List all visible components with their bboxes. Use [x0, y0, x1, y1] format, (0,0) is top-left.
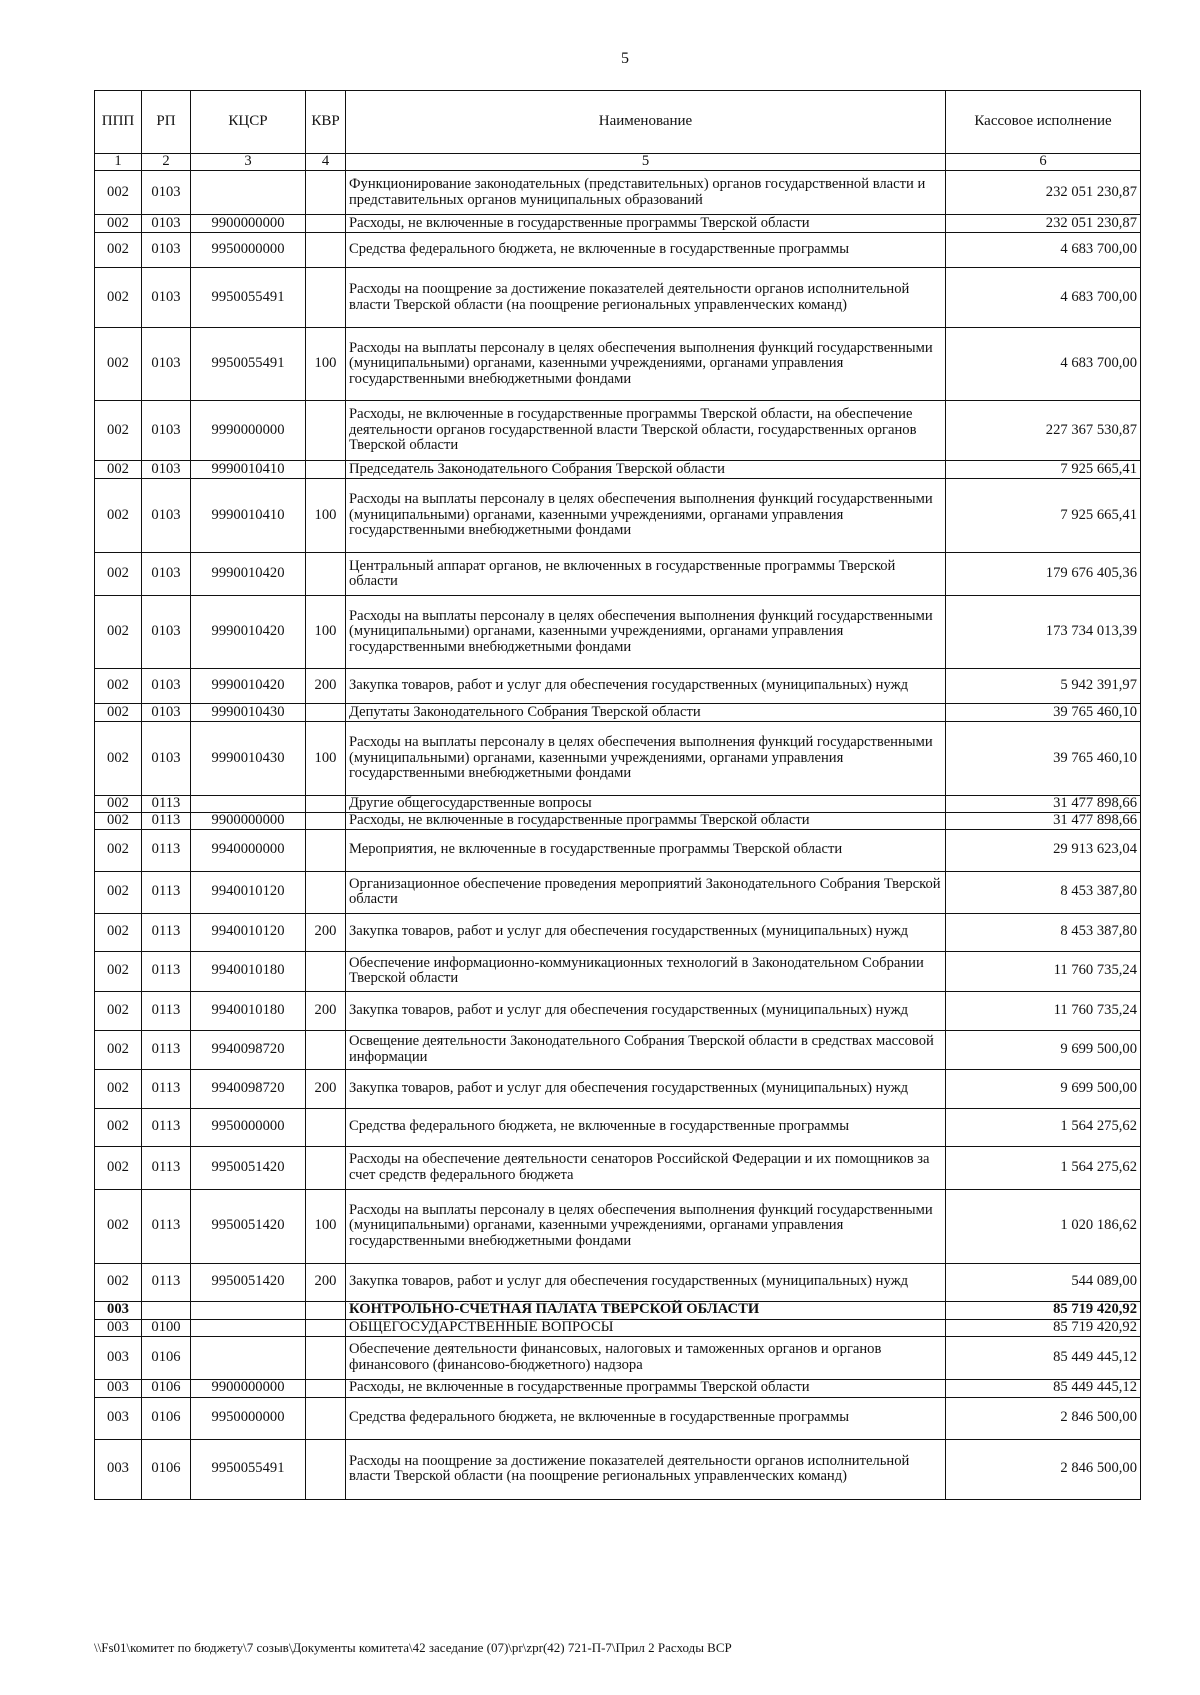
cell-rp: 0113	[142, 1263, 191, 1301]
cell-amount: 39 765 460,10	[946, 704, 1141, 722]
cell-kcsr: 9950055491	[191, 328, 306, 401]
cell-kcsr	[191, 1336, 306, 1379]
cell-kcsr: 9990010430	[191, 722, 306, 796]
cell-amount: 8 453 387,80	[946, 871, 1141, 913]
cell-kcsr	[191, 1301, 306, 1319]
cell-ppp: 003	[95, 1301, 142, 1319]
cell-ppp: 003	[95, 1439, 142, 1499]
cell-amount: 227 367 530,87	[946, 401, 1141, 461]
cell-kvr	[306, 1146, 346, 1189]
table-row	[95, 722, 1141, 796]
table-row	[95, 871, 1141, 913]
cell-amount: 9 699 500,00	[946, 1069, 1141, 1108]
table-row	[95, 1439, 1141, 1499]
cell-ppp: 002	[95, 669, 142, 704]
table-row	[95, 913, 1141, 951]
cell-rp: 0103	[142, 596, 191, 669]
cell-kvr	[306, 1397, 346, 1439]
cell-amount: 39 765 460,10	[946, 722, 1141, 796]
table-row	[95, 401, 1141, 461]
cell-name: Расходы на обеспечение деятельности сенаторов Российской Федерации и их помощников за счет средств федерального бюджета	[346, 1146, 946, 1189]
cell-ppp: 002	[95, 328, 142, 401]
table-row	[95, 1189, 1141, 1263]
cell-kcsr: 9950000000	[191, 1397, 306, 1439]
cell-amount: 11 760 735,24	[946, 991, 1141, 1030]
cell-kvr	[306, 1379, 346, 1397]
cell-kvr: 200	[306, 991, 346, 1030]
cell-name: Закупка товаров, работ и услуг для обеспечения государственных (муниципальных) нужд	[346, 913, 946, 951]
cell-kvr	[306, 401, 346, 461]
cell-kvr	[306, 829, 346, 871]
cell-name: Обеспечение деятельности финансовых, налоговых и таможенных органов и органов финансового (финансово-бюджетного) надзора	[346, 1336, 946, 1379]
cell-amount: 7 925 665,41	[946, 479, 1141, 553]
cell-kcsr: 9990010420	[191, 553, 306, 596]
cell-ppp: 002	[95, 479, 142, 553]
header-name: Наименование	[346, 91, 946, 154]
cell-ppp: 002	[95, 461, 142, 479]
cell-rp: 0113	[142, 829, 191, 871]
table-row	[95, 1301, 1141, 1319]
cell-kvr	[306, 704, 346, 722]
cell-amount: 9 699 500,00	[946, 1030, 1141, 1069]
column-number-row	[95, 154, 1141, 171]
cell-kcsr: 9940010120	[191, 871, 306, 913]
cell-ppp: 002	[95, 596, 142, 669]
table-row	[95, 553, 1141, 596]
cell-amount: 2 846 500,00	[946, 1439, 1141, 1499]
table-row	[95, 1030, 1141, 1069]
cell-amount: 7 925 665,41	[946, 461, 1141, 479]
cell-ppp: 002	[95, 171, 142, 215]
cell-ppp: 002	[95, 268, 142, 328]
table-row	[95, 171, 1141, 215]
cell-amount: 173 734 013,39	[946, 596, 1141, 669]
cell-amount: 232 051 230,87	[946, 215, 1141, 233]
cell-kvr	[306, 215, 346, 233]
table-row	[95, 812, 1141, 829]
cell-name: Расходы на выплаты персоналу в целях обеспечения выполнения функций государственными (муниципальными) органами, казенными учреждениями, органами управления государственными внебюджетными фондами	[346, 1189, 946, 1263]
cell-ppp: 003	[95, 1379, 142, 1397]
cell-rp: 0103	[142, 669, 191, 704]
cell-kcsr: 9940010120	[191, 913, 306, 951]
cell-amount: 31 477 898,66	[946, 812, 1141, 829]
table-row	[95, 461, 1141, 479]
cell-kvr	[306, 812, 346, 829]
cell-kcsr: 9950000000	[191, 1108, 306, 1146]
cell-ppp: 002	[95, 871, 142, 913]
cell-kvr	[306, 871, 346, 913]
header-amount: Кассовое исполнение	[946, 91, 1141, 154]
column-number: 5	[346, 154, 946, 171]
cell-name: Средства федерального бюджета, не включенные в государственные программы	[346, 1397, 946, 1439]
cell-kcsr: 9940098720	[191, 1069, 306, 1108]
cell-rp: 0113	[142, 1030, 191, 1069]
cell-name: Средства федерального бюджета, не включенные в государственные программы	[346, 233, 946, 268]
column-number: 1	[95, 154, 142, 171]
column-number: 3	[191, 154, 306, 171]
cell-kvr: 100	[306, 722, 346, 796]
cell-rp: 0103	[142, 461, 191, 479]
header-ppp: ППП	[95, 91, 142, 154]
cell-kcsr: 9940000000	[191, 829, 306, 871]
cell-name: Закупка товаров, работ и услуг для обеспечения государственных (муниципальных) нужд	[346, 1069, 946, 1108]
cell-rp: 0103	[142, 722, 191, 796]
table-row	[95, 1319, 1141, 1336]
cell-ppp: 002	[95, 722, 142, 796]
cell-kcsr	[191, 796, 306, 813]
cell-amount: 1 564 275,62	[946, 1108, 1141, 1146]
cell-rp: 0100	[142, 1319, 191, 1336]
cell-rp: 0103	[142, 704, 191, 722]
cell-kvr	[306, 796, 346, 813]
cell-amount: 85 449 445,12	[946, 1379, 1141, 1397]
cell-name: Расходы, не включенные в государственные программы Тверской области	[346, 215, 946, 233]
cell-kvr	[306, 171, 346, 215]
cell-kcsr: 9990010420	[191, 669, 306, 704]
cell-amount: 29 913 623,04	[946, 829, 1141, 871]
cell-kcsr: 9900000000	[191, 812, 306, 829]
cell-amount: 1 564 275,62	[946, 1146, 1141, 1189]
cell-kvr	[306, 1439, 346, 1499]
cell-name: Средства федерального бюджета, не включенные в государственные программы	[346, 1108, 946, 1146]
cell-ppp: 003	[95, 1336, 142, 1379]
cell-ppp: 002	[95, 1146, 142, 1189]
column-number: 4	[306, 154, 346, 171]
cell-kcsr: 9990010410	[191, 479, 306, 553]
cell-name: Закупка товаров, работ и услуг для обеспечения государственных (муниципальных) нужд	[346, 669, 946, 704]
cell-rp: 0103	[142, 328, 191, 401]
cell-rp: 0103	[142, 553, 191, 596]
cell-kvr	[306, 1301, 346, 1319]
cell-name: Другие общегосударственные вопросы	[346, 796, 946, 813]
cell-name: Расходы на поощрение за достижение показателей деятельности органов исполнительной власти Тверской области (на поощрение региональных управленческих команд)	[346, 1439, 946, 1499]
table-row	[95, 233, 1141, 268]
cell-kcsr	[191, 1319, 306, 1336]
cell-rp: 0113	[142, 991, 191, 1030]
cell-name: Председатель Законодательного Собрания Тверской области	[346, 461, 946, 479]
cell-kvr	[306, 1336, 346, 1379]
cell-name: Закупка товаров, работ и услуг для обеспечения государственных (муниципальных) нужд	[346, 1263, 946, 1301]
cell-kvr	[306, 268, 346, 328]
cell-rp: 0103	[142, 233, 191, 268]
cell-kvr	[306, 1108, 346, 1146]
cell-kvr	[306, 1319, 346, 1336]
cell-kvr	[306, 553, 346, 596]
table-row	[95, 1069, 1141, 1108]
cell-kcsr: 9900000000	[191, 215, 306, 233]
cell-amount: 232 051 230,87	[946, 171, 1141, 215]
cell-ppp: 002	[95, 401, 142, 461]
cell-name: Расходы, не включенные в государственные программы Тверской области	[346, 812, 946, 829]
cell-kcsr: 9940010180	[191, 991, 306, 1030]
cell-rp: 0113	[142, 812, 191, 829]
cell-kcsr: 9950055491	[191, 1439, 306, 1499]
cell-ppp: 002	[95, 704, 142, 722]
table-row	[95, 1379, 1141, 1397]
cell-kcsr: 9990000000	[191, 401, 306, 461]
column-number: 6	[946, 154, 1141, 171]
cell-ppp: 002	[95, 951, 142, 991]
cell-name: ОБЩЕГОСУДАРСТВЕННЫЕ ВОПРОСЫ	[346, 1319, 946, 1336]
cell-kcsr: 9950051420	[191, 1189, 306, 1263]
cell-ppp: 002	[95, 829, 142, 871]
cell-name: Расходы, не включенные в государственные программы Тверской области	[346, 1379, 946, 1397]
table-row	[95, 829, 1141, 871]
cell-kvr: 200	[306, 1069, 346, 1108]
page-number: 5	[621, 50, 629, 67]
cell-amount: 31 477 898,66	[946, 796, 1141, 813]
cell-kcsr: 9940098720	[191, 1030, 306, 1069]
cell-kcsr: 9940010180	[191, 951, 306, 991]
cell-amount: 85 719 420,92	[946, 1319, 1141, 1336]
cell-ppp: 002	[95, 553, 142, 596]
cell-kcsr: 9990010430	[191, 704, 306, 722]
cell-kvr	[306, 951, 346, 991]
cell-ppp: 002	[95, 1069, 142, 1108]
cell-kcsr: 9950051420	[191, 1146, 306, 1189]
cell-kcsr: 9990010420	[191, 596, 306, 669]
cell-ppp: 002	[95, 1263, 142, 1301]
table-row	[95, 991, 1141, 1030]
cell-name: Закупка товаров, работ и услуг для обеспечения государственных (муниципальных) нужд	[346, 991, 946, 1030]
cell-rp: 0103	[142, 171, 191, 215]
cell-amount: 544 089,00	[946, 1263, 1141, 1301]
table-body	[95, 171, 1141, 1500]
file-path-footer: \\Fs01\комитет по бюджету\7 созыв\Документы комитета\42 заседание (07)\pr\zpr(42) 721-П-7\Прил 2 Расходы ВСР	[94, 1640, 732, 1655]
cell-rp: 0113	[142, 1108, 191, 1146]
cell-amount: 8 453 387,80	[946, 913, 1141, 951]
table-row	[95, 1108, 1141, 1146]
cell-rp: 0103	[142, 401, 191, 461]
cell-amount: 4 683 700,00	[946, 268, 1141, 328]
cell-name: Расходы на выплаты персоналу в целях обеспечения выполнения функций государственными (муниципальными) органами, казенными учреждениями, органами управления государственными внебюджетными фондами	[346, 722, 946, 796]
cell-rp: 0106	[142, 1379, 191, 1397]
header-rp: РП	[142, 91, 191, 154]
table-row	[95, 796, 1141, 813]
cell-kvr	[306, 1030, 346, 1069]
cell-rp: 0113	[142, 1189, 191, 1263]
cell-kcsr: 9990010410	[191, 461, 306, 479]
cell-amount: 85 449 445,12	[946, 1336, 1141, 1379]
table-row	[95, 328, 1141, 401]
table-row	[95, 1336, 1141, 1379]
cell-ppp: 002	[95, 991, 142, 1030]
cell-rp	[142, 1301, 191, 1319]
cell-rp: 0103	[142, 479, 191, 553]
cell-name: Освещение деятельности Законодательного Собрания Тверской области в средствах массовой информации	[346, 1030, 946, 1069]
cell-amount: 4 683 700,00	[946, 233, 1141, 268]
cell-name: Расходы, не включенные в государственные программы Тверской области, на обеспечение деятельности органов государственной власти Тверской области, государственных органов Тверской области	[346, 401, 946, 461]
cell-kvr: 100	[306, 1189, 346, 1263]
cell-rp: 0113	[142, 796, 191, 813]
cell-rp: 0113	[142, 913, 191, 951]
cell-kvr: 200	[306, 1263, 346, 1301]
cell-ppp: 002	[95, 1030, 142, 1069]
cell-name: Расходы на выплаты персоналу в целях обеспечения выполнения функций государственными (муниципальными) органами, казенными учреждениями, органами управления государственными внебюджетными фондами	[346, 479, 946, 553]
budget-execution-table	[94, 90, 1141, 1500]
cell-name: Функционирование законодательных (представительных) органов государственной власти и представительных органов муниципальных образований	[346, 171, 946, 215]
cell-amount: 1 020 186,62	[946, 1189, 1141, 1263]
cell-name: Расходы на поощрение за достижение показателей деятельности органов исполнительной власти Тверской области (на поощрение региональных управленческих команд)	[346, 268, 946, 328]
table-row	[95, 596, 1141, 669]
cell-rp: 0106	[142, 1397, 191, 1439]
cell-ppp: 003	[95, 1319, 142, 1336]
cell-ppp: 002	[95, 233, 142, 268]
cell-name: Мероприятия, не включенные в государственные программы Тверской области	[346, 829, 946, 871]
cell-name: Обеспечение информационно-коммуникационных технологий в Законодательном Собрании Тверской области	[346, 951, 946, 991]
cell-rp: 0113	[142, 1069, 191, 1108]
cell-kvr: 100	[306, 596, 346, 669]
table-row	[95, 951, 1141, 991]
cell-rp: 0106	[142, 1336, 191, 1379]
cell-ppp: 002	[95, 812, 142, 829]
cell-ppp: 002	[95, 1189, 142, 1263]
cell-ppp: 003	[95, 1397, 142, 1439]
cell-amount: 179 676 405,36	[946, 553, 1141, 596]
cell-amount: 11 760 735,24	[946, 951, 1141, 991]
cell-kvr: 100	[306, 328, 346, 401]
header-row	[95, 91, 1141, 154]
cell-kcsr: 9900000000	[191, 1379, 306, 1397]
cell-rp: 0103	[142, 268, 191, 328]
cell-name: Организационное обеспечение проведения мероприятий Законодательного Собрания Тверской области	[346, 871, 946, 913]
table-row	[95, 479, 1141, 553]
cell-name: Депутаты Законодательного Собрания Тверской области	[346, 704, 946, 722]
cell-name: Расходы на выплаты персоналу в целях обеспечения выполнения функций государственными (муниципальными) органами, казенными учреждениями, органами управления государственными внебюджетными фондами	[346, 596, 946, 669]
cell-name: КОНТРОЛЬНО-СЧЕТНАЯ ПАЛАТА ТВЕРСКОЙ ОБЛАСТИ	[346, 1301, 946, 1319]
cell-name: Центральный аппарат органов, не включенных в государственные программы Тверской области	[346, 553, 946, 596]
table-row	[95, 268, 1141, 328]
cell-rp: 0113	[142, 871, 191, 913]
column-number: 2	[142, 154, 191, 171]
cell-kvr	[306, 233, 346, 268]
cell-name: Расходы на выплаты персоналу в целях обеспечения выполнения функций государственными (муниципальными) органами, казенными учреждениями, органами управления государственными внебюджетными фондами	[346, 328, 946, 401]
cell-ppp: 002	[95, 796, 142, 813]
cell-kcsr: 9950000000	[191, 233, 306, 268]
table-row	[95, 704, 1141, 722]
cell-ppp: 002	[95, 913, 142, 951]
table-row	[95, 1146, 1141, 1189]
cell-rp: 0113	[142, 951, 191, 991]
cell-kcsr: 9950051420	[191, 1263, 306, 1301]
cell-kvr	[306, 461, 346, 479]
cell-amount: 85 719 420,92	[946, 1301, 1141, 1319]
cell-kvr: 200	[306, 913, 346, 951]
cell-ppp: 002	[95, 215, 142, 233]
table-row	[95, 669, 1141, 704]
cell-amount: 4 683 700,00	[946, 328, 1141, 401]
cell-rp: 0103	[142, 215, 191, 233]
cell-kcsr	[191, 171, 306, 215]
cell-kvr: 100	[306, 479, 346, 553]
table-row	[95, 215, 1141, 233]
table-row	[95, 1263, 1141, 1301]
cell-ppp: 002	[95, 1108, 142, 1146]
cell-rp: 0106	[142, 1439, 191, 1499]
cell-kcsr: 9950055491	[191, 268, 306, 328]
cell-rp: 0113	[142, 1146, 191, 1189]
cell-amount: 2 846 500,00	[946, 1397, 1141, 1439]
cell-kvr: 200	[306, 669, 346, 704]
header-kvr: КВР	[306, 91, 346, 154]
cell-amount: 5 942 391,97	[946, 669, 1141, 704]
header-kcsr: КЦСР	[191, 91, 306, 154]
table-row	[95, 1397, 1141, 1439]
